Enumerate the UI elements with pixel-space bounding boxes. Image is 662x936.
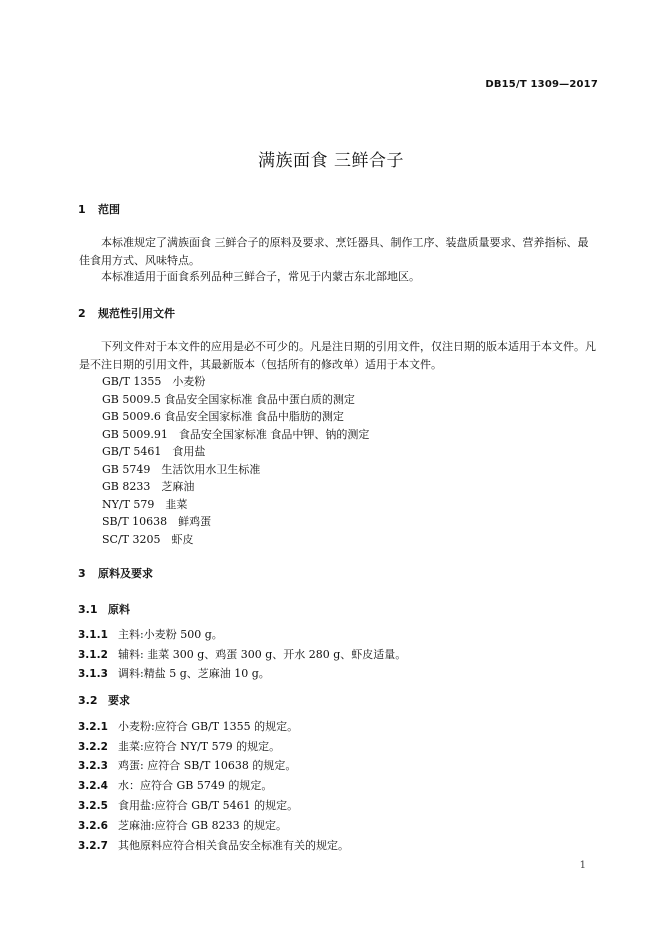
clause-3-2-6 [78, 817, 287, 833]
section-1-title: 范围 [98, 203, 120, 216]
clause-text: 食用盐:应符合 GB/T 5461 的规定。 [118, 799, 299, 812]
subsection-3-2-heading [78, 692, 130, 708]
reference-item: SC/T 3205 虾皮 [102, 533, 194, 546]
clause-number: 3.1.1 [78, 629, 108, 641]
subsection-3-1-title: 原料 [108, 603, 130, 616]
clause-text: 小麦粉:应符合 GB/T 1355 的规定。 [118, 720, 299, 733]
clause-number: 3.1.3 [78, 668, 108, 680]
clause-3-1-1 [78, 626, 223, 642]
clause-text: 辅料: 韭菜 300 g、鸡蛋 300 g、开水 280 g、虾皮适量。 [118, 648, 407, 661]
reference-item: GB 8233 芝麻油 [102, 480, 195, 493]
section-2-title: 规范性引用文件 [98, 307, 175, 320]
standard-code: DB15/T 1309—2017 [485, 79, 598, 90]
reference-item: SB/T 10638 鲜鸡蛋 [102, 515, 212, 528]
reference-item: NY/T 579 韭菜 [102, 498, 188, 511]
section-2-intro: 下列文件对于本文件的应用是必不可少的。凡是注日期的引用文件，仅注日期的版本适用于本文件。凡是不注日期的引用文件，其最新版本（包括所有的修改单）适用于本文件。 [79, 340, 596, 371]
clause-text: 其他原料应符合相关食品安全标准有关的规定。 [118, 839, 349, 852]
reference-item: GB 5009.91 食品安全国家标准 食品中钾、钠的测定 [102, 428, 370, 441]
section-1-paragraph-2: 本标准适用于面食系列品种三鲜合子，常见于内蒙古东北部地区。 [101, 270, 420, 283]
clause-3-2-1 [78, 718, 298, 734]
section-1-paragraph-1: 本标准规定了满族面食 三鲜合子的原料及要求、烹饪器具、制作工序、装盘质量要求、营养指标、最佳食用方式、风味特点。 [79, 236, 589, 267]
reference-item: GB 5009.6 食品安全国家标准 食品中脂肪的测定 [102, 410, 344, 423]
section-1-heading [78, 201, 120, 217]
subsection-3-1-heading [78, 601, 130, 617]
clause-number: 3.2.1 [78, 721, 108, 733]
clause-number: 3.2.3 [78, 760, 108, 772]
reference-item: GB/T 5461 食用盐 [102, 445, 206, 458]
clause-number: 3.2.7 [78, 840, 108, 852]
clause-number: 3.2.4 [78, 780, 108, 792]
clause-3-2-4 [78, 777, 272, 793]
document-title: 满族面食 三鲜合子 [258, 151, 404, 171]
page-number: 1 [579, 860, 586, 871]
reference-item: GB 5009.5 食品安全国家标准 食品中蛋白质的测定 [102, 393, 355, 406]
clause-3-2-7 [78, 837, 349, 853]
section-2-heading [78, 305, 175, 321]
clause-text: 水：应符合 GB 5749 的规定。 [118, 779, 273, 792]
reference-item: GB 5749 生活饮用水卫生标准 [102, 463, 261, 476]
clause-number: 3.2.6 [78, 820, 108, 832]
section-1-number: 1 [78, 203, 86, 216]
clause-text: 韭菜:应符合 NY/T 579 的规定。 [118, 740, 281, 753]
section-2-number: 2 [78, 307, 86, 320]
clause-text: 主料:小麦粉 500 g。 [118, 628, 223, 641]
subsection-3-2-title: 要求 [108, 694, 130, 707]
clause-number: 3.2.5 [78, 800, 108, 812]
clause-text: 芝麻油:应符合 GB 8233 的规定。 [118, 819, 288, 832]
section-3-heading [78, 565, 153, 581]
section-3-number: 3 [78, 567, 86, 580]
subsection-3-2-number: 3.2 [78, 694, 98, 707]
section-3-title: 原料及要求 [98, 567, 153, 580]
clause-number: 3.2.2 [78, 741, 108, 753]
clause-3-1-2 [78, 646, 406, 662]
clause-3-2-2 [78, 738, 280, 754]
subsection-3-1-number: 3.1 [78, 603, 98, 616]
clause-3-1-3 [78, 665, 270, 681]
clause-3-2-5 [78, 797, 298, 813]
clause-3-2-3 [78, 757, 296, 773]
clause-text: 调料:精盐 5 g、芝麻油 10 g。 [118, 667, 270, 680]
reference-item: GB/T 1355 小麦粉 [102, 375, 206, 388]
clause-text: 鸡蛋: 应符合 SB/T 10638 的规定。 [118, 759, 297, 772]
clause-number: 3.1.2 [78, 649, 108, 661]
